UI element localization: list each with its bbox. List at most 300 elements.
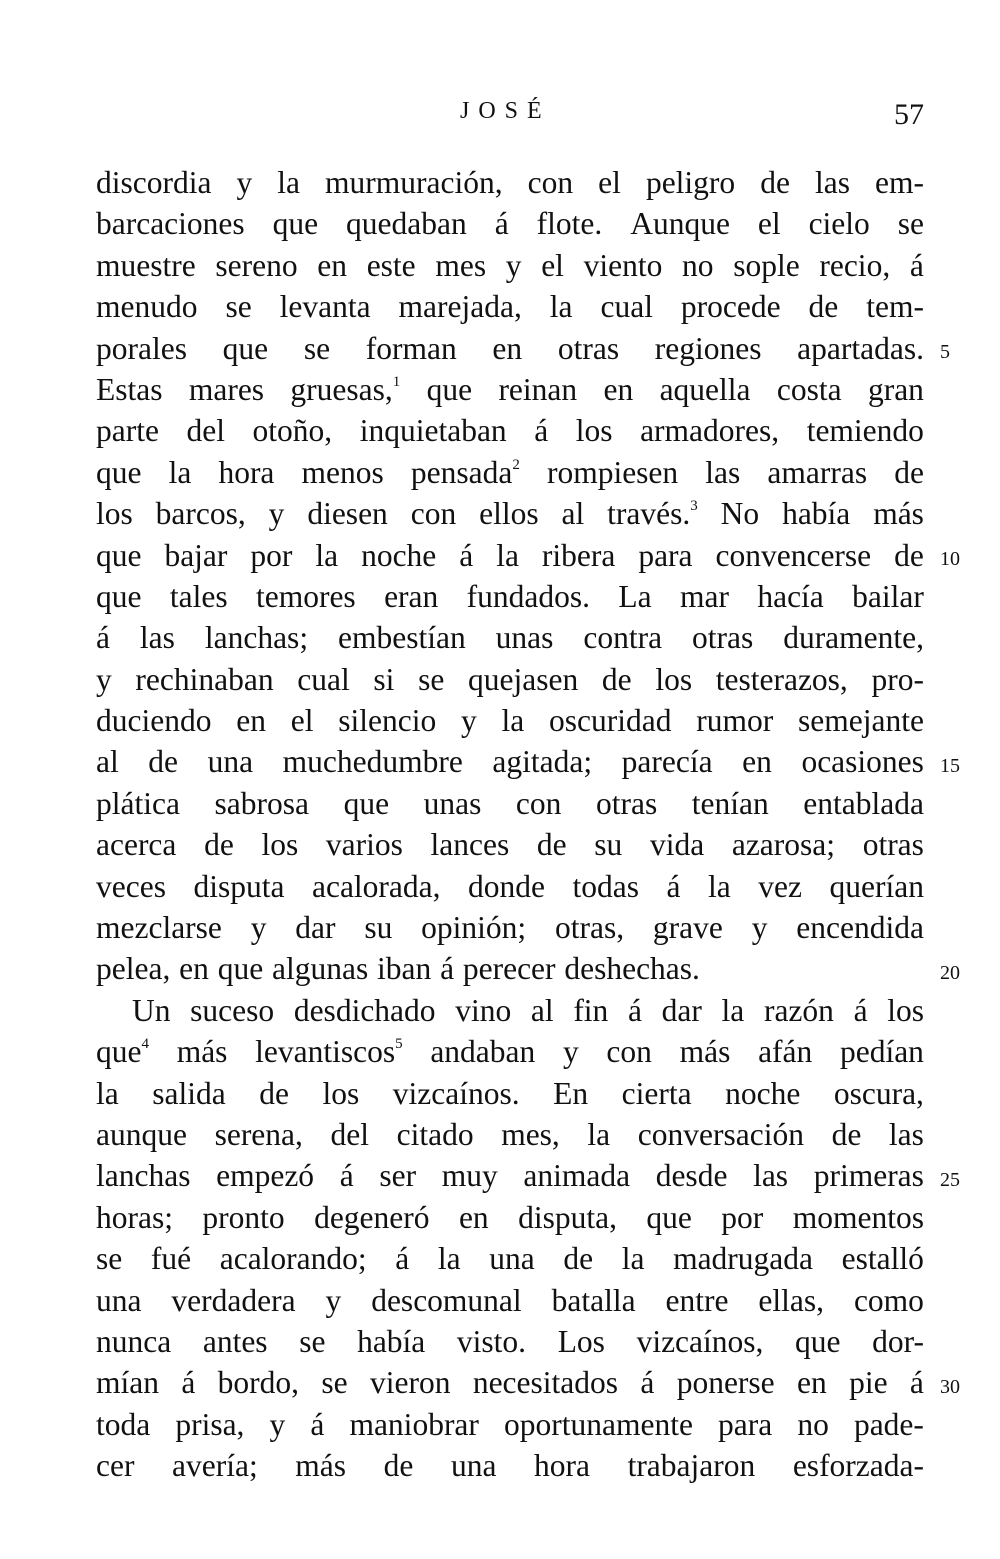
word: menos xyxy=(301,454,384,490)
margin-line-number: 30 xyxy=(940,1375,960,1398)
word: otras, xyxy=(555,910,625,946)
word: vizcaínos. xyxy=(392,1075,520,1111)
word: se xyxy=(303,330,331,366)
word: porales xyxy=(96,330,187,366)
word: lanchas xyxy=(96,1158,191,1194)
word: en xyxy=(492,330,523,366)
word: serena, xyxy=(214,1116,303,1152)
word: disputa, xyxy=(518,1199,617,1235)
word: que xyxy=(795,1323,841,1359)
text-line xyxy=(96,948,924,989)
word: la xyxy=(496,537,519,573)
word: veces xyxy=(96,868,166,904)
word: gran xyxy=(867,371,924,407)
word: antes xyxy=(202,1323,268,1359)
word: dor- xyxy=(872,1323,924,1359)
word: viento xyxy=(583,247,663,283)
word: de xyxy=(894,454,924,490)
word: á xyxy=(534,413,549,449)
word: oscuridad xyxy=(549,703,672,739)
word: vida xyxy=(649,827,705,863)
word: disputa xyxy=(193,868,285,904)
word: lanchas; xyxy=(204,620,309,656)
word: que xyxy=(222,330,269,366)
word: que xyxy=(96,578,142,614)
word: tem- xyxy=(866,289,924,325)
word: avería; xyxy=(172,1448,258,1484)
word: desdichado xyxy=(293,992,436,1028)
word: animada xyxy=(523,1158,631,1194)
word: al xyxy=(561,496,585,532)
word: á xyxy=(459,537,474,573)
word: otras xyxy=(557,330,620,366)
word: y xyxy=(325,1282,342,1318)
word: su xyxy=(364,910,393,946)
text-line xyxy=(96,1321,924,1362)
word: tales xyxy=(169,578,228,614)
word: cual xyxy=(600,289,653,325)
word: con xyxy=(606,1034,652,1070)
word: vez xyxy=(758,868,803,904)
word: hora xyxy=(218,454,275,490)
word: al xyxy=(530,992,554,1028)
word: de xyxy=(563,1241,594,1277)
word: para xyxy=(718,1406,773,1442)
word: las xyxy=(753,1158,789,1194)
word: quedaban xyxy=(346,206,467,242)
word: varios xyxy=(325,827,403,863)
word: más xyxy=(873,496,924,532)
word: ellas, xyxy=(758,1282,825,1318)
word: muchedumbre xyxy=(282,744,463,780)
word: los xyxy=(655,661,693,697)
word: conversación xyxy=(637,1116,804,1152)
word: mían xyxy=(96,1365,159,1401)
text-line xyxy=(96,617,924,658)
word: á xyxy=(909,1365,924,1401)
word: del xyxy=(186,413,225,449)
word: se xyxy=(418,661,445,697)
word: menudo xyxy=(96,289,198,325)
word: que xyxy=(96,537,142,573)
word: andaban xyxy=(430,1034,536,1070)
text-line xyxy=(96,1404,924,1445)
word: bajar xyxy=(164,537,228,573)
word: y xyxy=(268,496,285,532)
word: razón xyxy=(763,992,834,1028)
word: testerazos, xyxy=(715,661,848,697)
text-line xyxy=(96,1073,924,1114)
text-line xyxy=(96,659,924,700)
text-line xyxy=(96,1155,924,1196)
text-line xyxy=(96,452,924,493)
word: apartadas. xyxy=(797,330,924,366)
word: que xyxy=(217,951,264,987)
running-head: JOSÉ xyxy=(460,98,551,124)
text-line xyxy=(96,410,924,451)
word: vizcaínos, xyxy=(636,1323,764,1359)
word: para xyxy=(638,537,693,573)
word: nunca xyxy=(96,1323,172,1359)
word: cual xyxy=(297,661,350,697)
word: otras xyxy=(595,785,658,821)
word: discordia xyxy=(96,165,212,200)
word: aquella xyxy=(659,371,751,407)
word: no xyxy=(682,247,714,283)
word: aunque xyxy=(96,1116,187,1152)
word: rumor xyxy=(696,703,774,739)
word: todas xyxy=(572,868,640,904)
word: á xyxy=(909,247,924,283)
word: verdadera xyxy=(171,1282,296,1318)
word: pronto xyxy=(202,1199,285,1235)
text-line xyxy=(96,535,924,576)
word: lances xyxy=(430,827,510,863)
text-line xyxy=(96,493,924,534)
word: en xyxy=(797,1365,827,1401)
word: de xyxy=(259,1075,289,1111)
word: ser xyxy=(379,1158,417,1194)
word: del xyxy=(330,1116,369,1152)
word: los xyxy=(887,992,924,1028)
word: donde xyxy=(468,868,546,904)
word: pelea, xyxy=(96,951,171,987)
word: plática xyxy=(96,785,180,821)
word: embestían xyxy=(338,620,466,656)
text-line xyxy=(96,1197,924,1238)
word: había xyxy=(357,1323,426,1359)
word: perecer xyxy=(462,951,556,987)
word: momentos xyxy=(792,1199,924,1235)
word: rompiesen xyxy=(546,454,679,490)
text-line xyxy=(96,576,924,617)
word: una xyxy=(489,1241,535,1277)
word: degeneró xyxy=(314,1199,430,1235)
word: que xyxy=(343,785,390,821)
word: bordo, xyxy=(217,1365,300,1401)
word: En xyxy=(553,1075,589,1111)
word: Estas xyxy=(96,371,163,407)
word: inquietaban xyxy=(359,413,507,449)
word: á xyxy=(440,951,455,987)
word: á xyxy=(395,1241,410,1277)
page-number: 57 xyxy=(894,98,924,131)
word: Un xyxy=(132,992,171,1028)
word: otras xyxy=(692,620,754,656)
word: descomunal xyxy=(371,1282,522,1318)
word: los xyxy=(322,1075,360,1111)
word: mar xyxy=(679,578,729,614)
word: maniobrar xyxy=(349,1406,479,1442)
word: muestre xyxy=(96,247,196,283)
word: las xyxy=(888,1116,924,1152)
word: había xyxy=(782,496,851,532)
word: otoño, xyxy=(252,413,333,449)
word: fundados. xyxy=(466,578,590,614)
word: suceso xyxy=(190,992,275,1028)
word: una xyxy=(207,744,254,780)
word: oportunamente xyxy=(504,1406,693,1442)
word: unas xyxy=(423,785,482,821)
word: mares xyxy=(188,371,265,407)
word: la xyxy=(621,1241,645,1277)
text-line xyxy=(96,1114,924,1155)
word: la xyxy=(549,289,573,325)
word: acalorando; xyxy=(219,1241,367,1277)
word: y xyxy=(562,1034,579,1070)
word: algunas xyxy=(271,951,369,987)
word: de xyxy=(760,165,790,200)
word: la xyxy=(437,1241,461,1277)
word: necesitados xyxy=(472,1365,619,1401)
word: su xyxy=(594,827,623,863)
word: murmuración, xyxy=(325,165,503,200)
word: en xyxy=(317,247,348,283)
word: desde xyxy=(655,1158,728,1194)
word: empezó xyxy=(216,1158,315,1194)
text-line xyxy=(96,1031,924,1072)
word: pade- xyxy=(853,1406,924,1442)
word: prisa, xyxy=(175,1406,245,1442)
word: á xyxy=(96,620,110,656)
word: una xyxy=(450,1448,497,1484)
word: rechinaban xyxy=(135,661,274,697)
word: recio, xyxy=(819,247,891,283)
word: se xyxy=(225,289,252,325)
word: pro- xyxy=(871,661,924,697)
word: silencio xyxy=(338,703,437,739)
text-line xyxy=(96,1445,924,1486)
word: noche xyxy=(725,1075,801,1111)
word: ocasiones xyxy=(801,744,924,780)
word: bailar xyxy=(852,578,924,614)
text-line xyxy=(96,990,924,1031)
word: costa xyxy=(776,371,842,407)
word: con xyxy=(515,785,562,821)
word: eran xyxy=(384,578,439,614)
word: querían xyxy=(829,868,924,904)
word: de xyxy=(536,827,567,863)
word: á xyxy=(339,1158,354,1194)
word: sereno xyxy=(215,247,298,283)
word: el xyxy=(598,165,621,200)
word: en xyxy=(458,1199,489,1235)
text-line xyxy=(96,369,924,410)
margin-line-number: 15 xyxy=(940,754,960,777)
word: y xyxy=(236,165,253,200)
word: visto. xyxy=(456,1323,527,1359)
word: convencerse xyxy=(715,537,872,573)
text-line xyxy=(96,1362,924,1403)
word: fué xyxy=(150,1241,192,1277)
word: el xyxy=(541,247,564,283)
text-line xyxy=(96,783,924,824)
word: sabrosa xyxy=(214,785,309,821)
word: levantiscos$^5$ xyxy=(255,1034,403,1070)
word: entre xyxy=(665,1282,729,1318)
word: No xyxy=(720,496,760,532)
word: se xyxy=(897,206,924,242)
word: procede xyxy=(680,289,781,325)
word: acerca xyxy=(96,827,177,863)
word: los xyxy=(575,413,613,449)
word: de xyxy=(894,537,924,573)
word: parte xyxy=(96,413,159,449)
word: forman xyxy=(365,330,457,366)
word: á xyxy=(627,992,642,1028)
word: á xyxy=(853,992,868,1028)
word: horas; xyxy=(96,1199,173,1235)
word: oscura, xyxy=(833,1075,924,1111)
word: otras xyxy=(862,827,924,863)
word: gruesas,$^1$ xyxy=(290,371,401,407)
word: toda xyxy=(96,1406,151,1442)
text-line xyxy=(96,203,924,244)
word: peligro xyxy=(645,165,736,200)
word: trabajaron xyxy=(627,1448,756,1484)
margin-line-number: 5 xyxy=(940,340,950,363)
word: contra xyxy=(583,620,663,656)
word: una xyxy=(96,1282,142,1318)
word: acalorada, xyxy=(311,868,441,904)
body-text xyxy=(96,162,924,1487)
word: más xyxy=(679,1034,731,1070)
word: de xyxy=(808,289,839,325)
word: vino xyxy=(455,992,512,1028)
word: ellos xyxy=(479,496,539,532)
text-line xyxy=(96,700,924,741)
word: de xyxy=(601,661,632,697)
word: azarosa; xyxy=(731,827,836,863)
word: se xyxy=(96,1241,123,1277)
word: Aunque xyxy=(630,206,730,242)
word: en xyxy=(603,371,634,407)
word: ponerse xyxy=(676,1365,775,1401)
margin-line-number: 25 xyxy=(940,1168,960,1191)
word: marejada, xyxy=(398,289,522,325)
word: mes, xyxy=(501,1116,560,1152)
word: pie xyxy=(849,1365,888,1401)
word: tenían xyxy=(691,785,769,821)
word: amarras xyxy=(767,454,868,490)
word: á xyxy=(640,1365,655,1401)
word: la xyxy=(277,165,301,200)
word: temiendo xyxy=(806,413,924,449)
text-line xyxy=(96,162,924,203)
word: madrugada xyxy=(673,1241,814,1277)
word: pedían xyxy=(839,1034,924,1070)
word: duramente, xyxy=(783,620,924,656)
word: batalla xyxy=(551,1282,636,1318)
word: cierta xyxy=(621,1075,692,1111)
word: en xyxy=(179,951,209,987)
word: noche xyxy=(361,537,437,573)
word: barcos, xyxy=(155,496,246,532)
text-line xyxy=(96,1280,924,1321)
word: las xyxy=(814,165,850,200)
word: deshechas. xyxy=(564,951,700,987)
word: los xyxy=(261,827,299,863)
word: flote. xyxy=(536,206,603,242)
word: duciendo xyxy=(96,703,212,739)
word: la xyxy=(96,1075,119,1111)
word: temores xyxy=(255,578,356,614)
word: armadores, xyxy=(640,413,780,449)
word: que xyxy=(426,371,473,407)
word: iban xyxy=(377,951,432,987)
word: afán xyxy=(758,1034,813,1070)
word: con xyxy=(527,165,574,200)
word: cer xyxy=(96,1448,135,1484)
word: y xyxy=(269,1406,286,1442)
word: citado xyxy=(396,1116,474,1152)
word: á xyxy=(666,868,681,904)
word: las xyxy=(139,620,175,656)
text-line xyxy=(96,245,924,286)
word: se xyxy=(299,1323,326,1359)
word: dar xyxy=(661,992,702,1028)
word: que$^4$ xyxy=(96,1034,149,1070)
word: al xyxy=(96,744,119,780)
word: la xyxy=(721,992,745,1028)
margin-line-number: 10 xyxy=(940,547,960,570)
word: y xyxy=(751,910,768,946)
word: el xyxy=(757,206,781,242)
word: hacía xyxy=(757,578,824,614)
word: como xyxy=(853,1282,924,1318)
word: la xyxy=(501,703,525,739)
word: más xyxy=(176,1034,228,1070)
word: en xyxy=(236,703,266,739)
word: regiones xyxy=(654,330,762,366)
word: y xyxy=(505,247,522,283)
word: mes xyxy=(435,247,487,283)
word: salida xyxy=(152,1075,226,1111)
word: en xyxy=(742,744,772,780)
word: la xyxy=(168,454,192,490)
word: em- xyxy=(875,165,924,200)
word: por xyxy=(250,537,293,573)
word: que xyxy=(646,1199,692,1235)
word: más xyxy=(295,1448,347,1484)
word: que xyxy=(96,454,142,490)
text-line xyxy=(96,866,924,907)
word: La xyxy=(618,578,652,614)
word: de xyxy=(204,827,234,863)
word: levanta xyxy=(279,289,371,325)
word: grave xyxy=(652,910,723,946)
margin-line-number: 20 xyxy=(940,961,960,984)
word: Los xyxy=(557,1323,605,1359)
word: primeras xyxy=(813,1158,924,1194)
word: barcaciones xyxy=(96,206,245,242)
word: opinión; xyxy=(421,910,527,946)
word: este xyxy=(366,247,416,283)
word: quejasen xyxy=(468,661,579,697)
word: por xyxy=(721,1199,764,1235)
word: y xyxy=(96,661,112,697)
word: pensada$^2$ xyxy=(410,454,520,490)
text-line xyxy=(96,328,924,369)
word: vieron xyxy=(369,1365,451,1401)
word: sople xyxy=(733,247,800,283)
word: semejante xyxy=(797,703,924,739)
word: muy xyxy=(441,1158,498,1194)
word: de xyxy=(148,744,179,780)
word: estalló xyxy=(841,1241,924,1277)
word: los xyxy=(96,496,133,532)
word: á xyxy=(181,1365,196,1401)
